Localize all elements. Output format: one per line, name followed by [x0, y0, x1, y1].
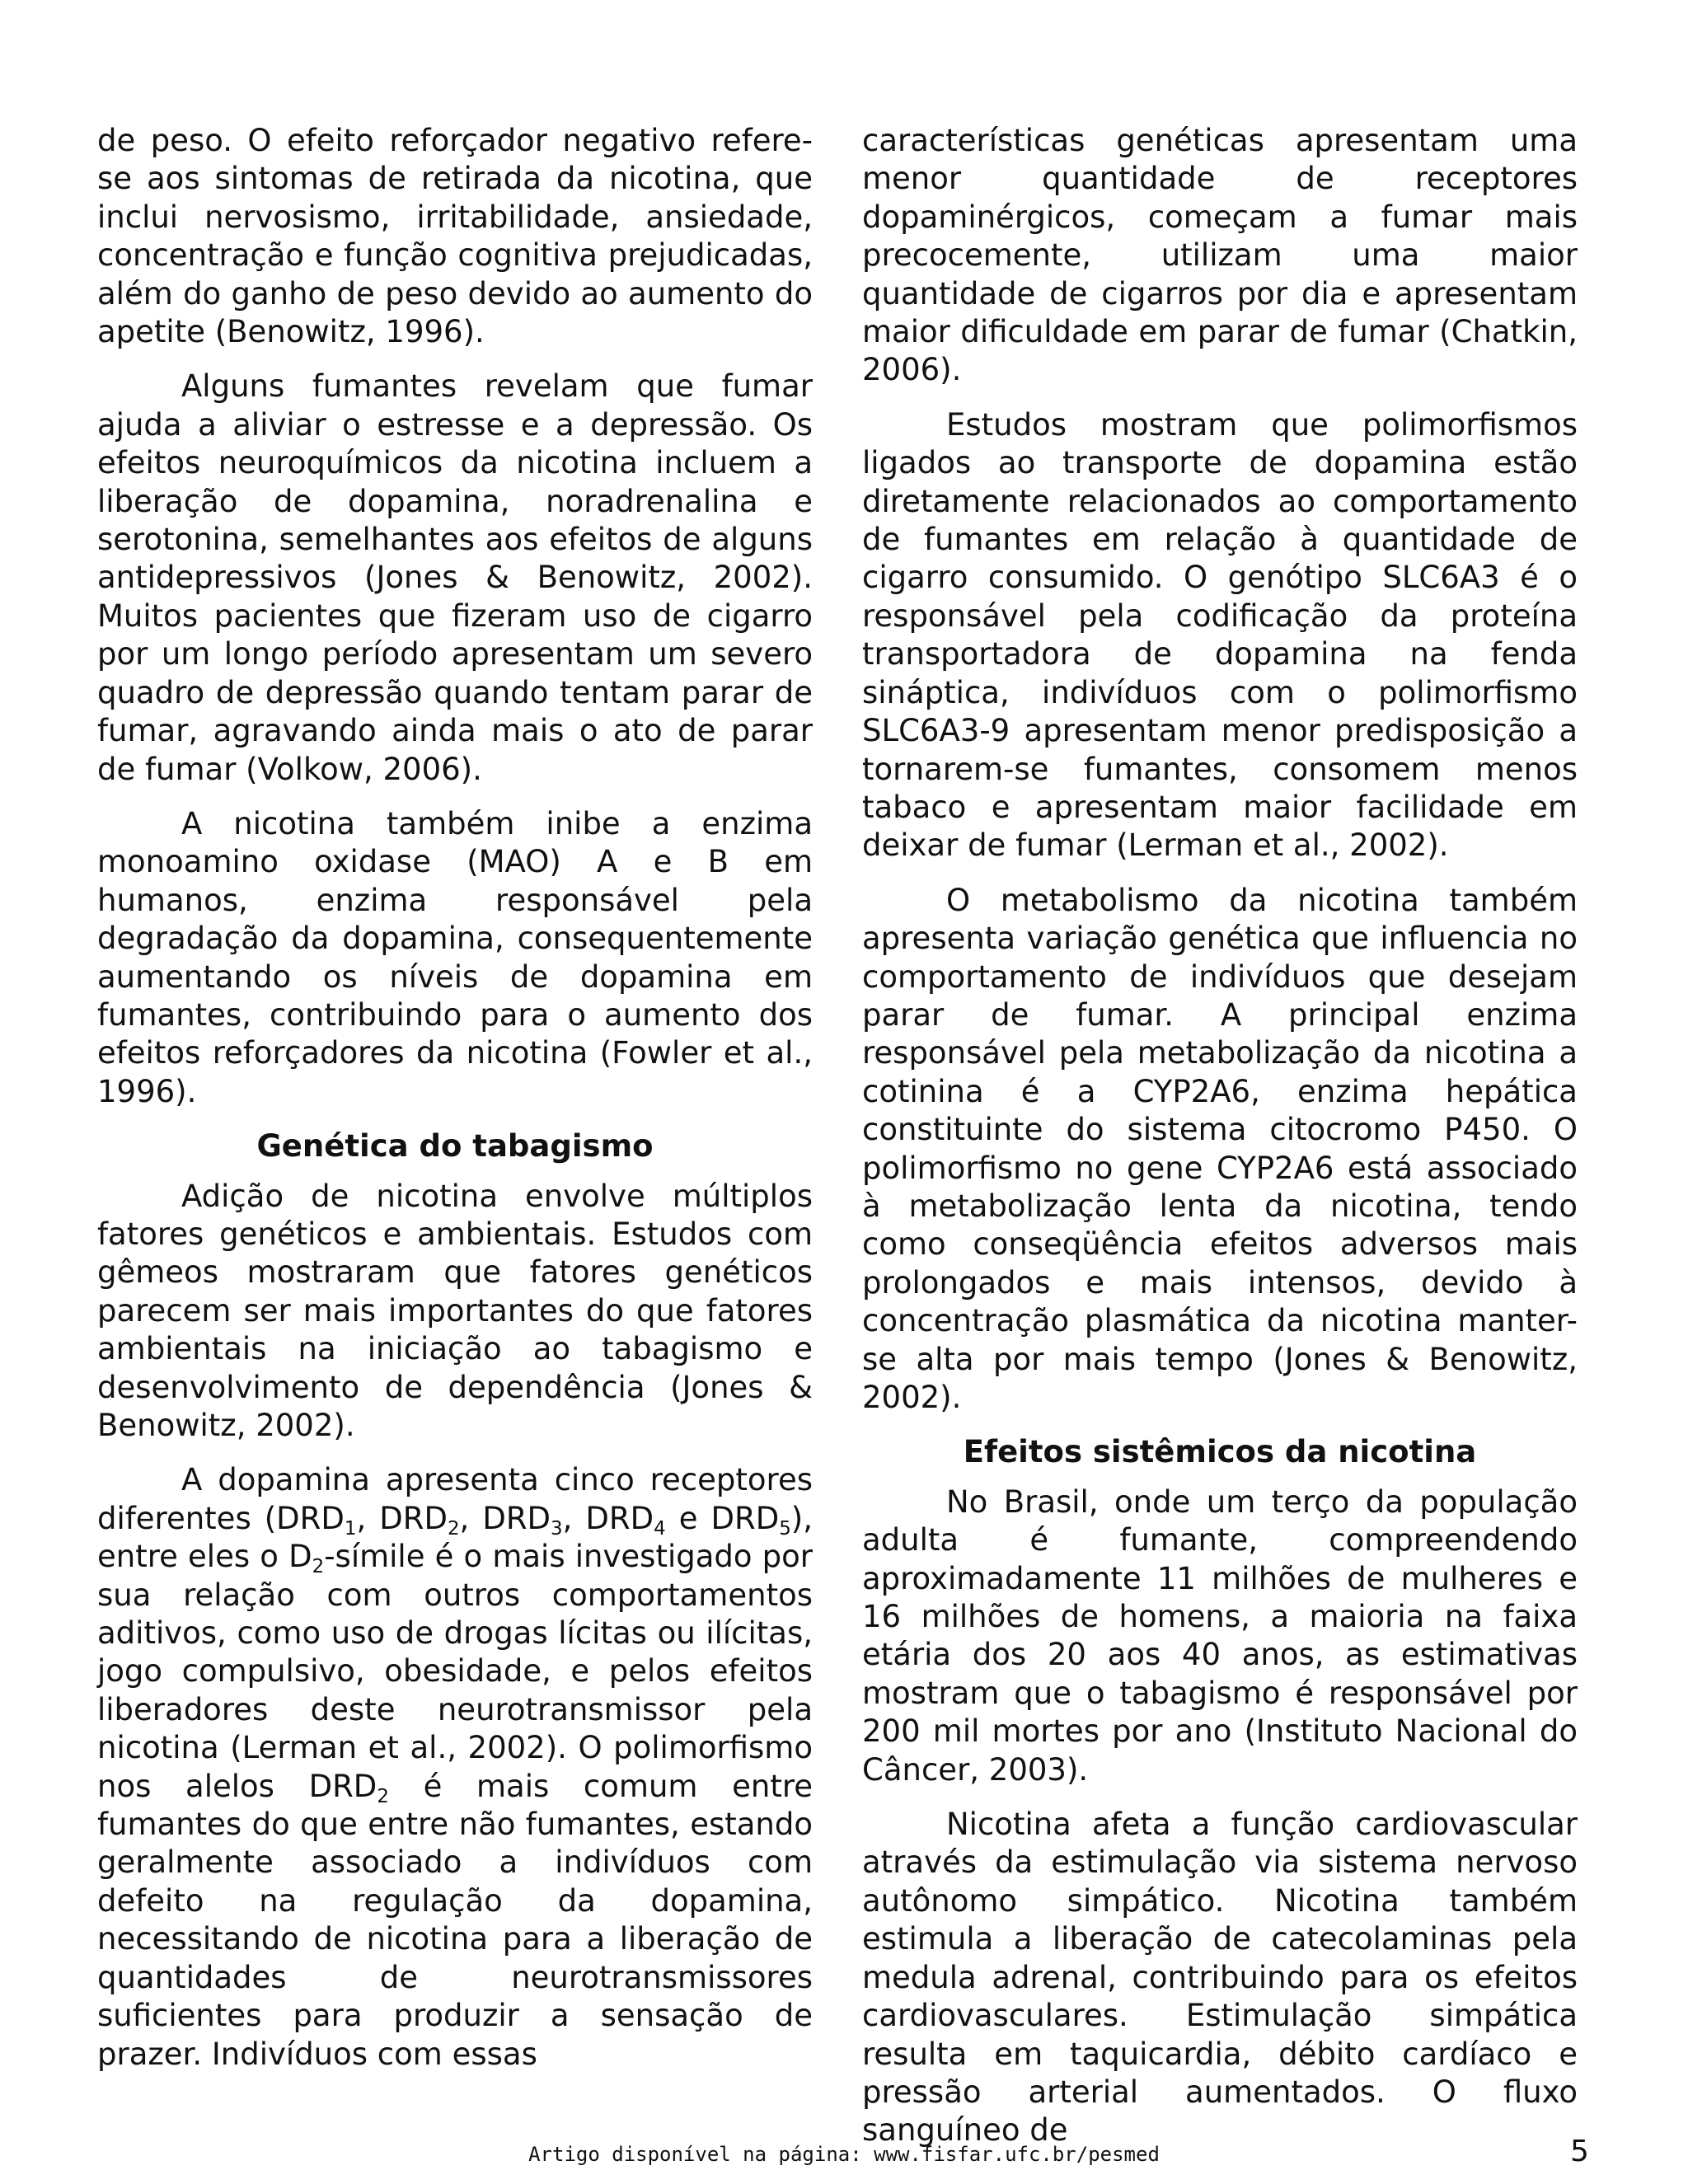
footer-url: Artigo disponível na página: www.fisfar.ufc.br/pesmed	[528, 2143, 1160, 2166]
right-paragraph-4: No Brasil, onde um terço da população adulta é fumante, compreendendo aproximadamente 11 milhões de mulheres e 16 milhões de homens, a maioria na faixa etária dos 20 aos 40 anos, as estimativas mostram que o tabagismo é responsável por 200 mil mortes por ano (Instituto Nacional do Câncer, 2003).	[862, 1483, 1578, 1788]
right-paragraph-2: Estudos mostram que polimorfismos ligados ao transporte de dopamina estão diretamente relacionados ao comportamento de fumantes em relação à quantidade de cigarro consumido. O genótipo SLC6A3 é o responsável pela codificação da proteína transportadora de dopamina na fenda sináptica, indivíduos com o polimorfismo SLC6A3-9 apresentam menor predisposição a tornarem-se fumantes, consomem menos tabaco e apresentam maior facilidade em deixar de fumar (Lerman et al., 2002).	[862, 406, 1578, 864]
section-heading-genetica: Genética do tabagismo	[256, 1128, 654, 1165]
page-number: 5	[1570, 2135, 1589, 2168]
left-paragraph-5: A dopamina apresenta cinco receptores diferentes ($DRD_1$, $DRD_2$, $DRD_3$, $DRD_4$ e $DRD_5$), entre eles o $D_2$-símile é o mais investigado por sua relação com outros comportamentos aditivos, como uso de drogas lícitas ou ilícitas, jogo compulsivo, obesidade, e pelos efeitos liberadores deste neurotransmissor pela nicotina (Lerman et al., 2002). O polimorfismo nos alelos $DRD_2$ é mais comum entre fumantes do que entre não fumantes, estando geralmente associado a indivíduos com defeito na regulação da dopamina, necessitando de nicotina para a liberação de quantidades de neurotransmissores suficientes para produzir a sensação de prazer. Indivíduos com essas	[97, 1462, 814, 2072]
left-paragraph-2: Alguns fumantes revelam que fumar ajuda a aliviar o estresse e a depressão. Os efeitos neuroquímicos da nicotina incluem a liberação de dopamina, noradrenalina e serotonina, semelhantes aos efeitos de alguns antidepressivos (Jones & Benowitz, 2002). Muitos pacientes que fizeram uso de cigarro por um longo período apresentam um severo quadro de depressão quando tentam parar de fumar, agravando ainda mais o ato de parar de fumar (Volkow, 2006).	[97, 368, 813, 787]
right-paragraph-1: características genéticas apresentam uma menor quantidade de receptores dopaminérgicos, começam a fumar mais precocemente, utilizam uma maior quantidade de cigarros por dia e apresentam maior dificuldade em parar de fumar (Chatkin, 2006).	[862, 123, 1578, 388]
left-paragraph-4: Adição de nicotina envolve múltiplos fatores genéticos e ambientais. Estudos com gêmeos mostraram que fatores genéticos parecem ser mais importantes do que fatores ambientais na iniciação ao tabagismo e desenvolvimento de dependência (Jones & Benowitz, 2002).	[97, 1178, 813, 1443]
left-column	[97, 122, 813, 2090]
right-column	[862, 122, 1578, 2167]
left-paragraph-1: de peso. O efeito reforçador negativo refere-se aos sintomas de retirada da nicotina, que inclui nervosismo, irritabilidade, ansiedade, concentração e função cognitiva prejudicadas, além do ganho de peso devido ao aumento do apetite (Benowitz, 1996).	[97, 123, 813, 350]
section-heading-efeitos: Efeitos sistêmicos da nicotina	[963, 1434, 1477, 1470]
right-paragraph-3: O metabolismo da nicotina também apresenta variação genética que influencia no comportamento de indivíduos que desejam parar de fumar. A principal enzima responsável pela metabolização da nicotina a cotinina é a CYP2A6, enzima hepática constituinte do sistema citocromo P450. O polimorfismo no gene CYP2A6 está associado à metabolização lenta da nicotina, tendo como conseqüência efeitos adversos mais prolongados e mais intensos, devido à concentração plasmática da nicotina manter-se alta por mais tempo (Jones & Benowitz, 2002).	[862, 882, 1578, 1415]
left-paragraph-3: A nicotina também inibe a enzima monoamino oxidase (MAO) A e B em humanos, enzima responsável pela degradação da dopamina, consequentemente aumentando os níveis de dopamina em fumantes, contribuindo para o aumento dos efeitos reforçadores da nicotina (Fowler et al., 1996).	[97, 805, 813, 1109]
right-paragraph-5: Nicotina afeta a função cardiovascular através da estimulação via sistema nervoso autônomo simpático. Nicotina também estimula a liberação de catecolaminas pela medula adrenal, contribuindo para os efeitos cardiovasculares. Estimulação simpática resulta em taquicardia, débito cardíaco e pressão arterial aumentados. O fluxo sanguíneo de	[862, 1807, 1578, 2149]
